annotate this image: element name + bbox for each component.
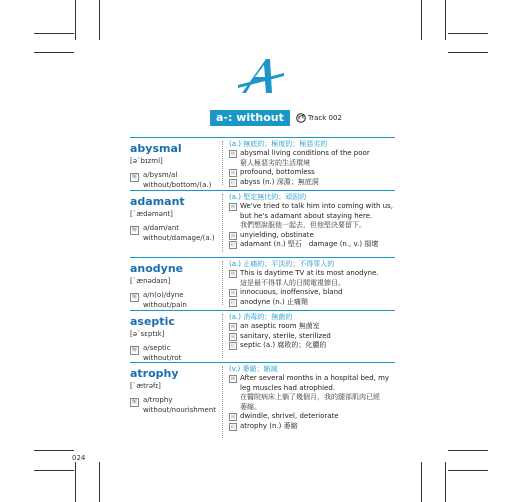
pronunciation: [əˋsɛptɪk] <box>130 330 165 338</box>
derivative-icon: 衍 <box>231 179 235 185</box>
entry-zh-line <box>229 403 395 413</box>
part-of-speech-definition: (a.) 堅定無比的；頑固的 <box>229 193 307 201</box>
crop-mark <box>34 470 74 471</box>
entry-divider <box>130 310 395 311</box>
column-separator <box>222 141 223 185</box>
entry-line-text: leg muscles had atrophied. <box>240 383 336 392</box>
entry-line-text: After several months in a hospital bed, my <box>240 374 390 382</box>
entry-line-text: 窮人極惡劣的生活環境 <box>240 158 310 167</box>
audio-track-icon <box>296 113 306 123</box>
synonym-icon: 同 <box>231 170 235 175</box>
word-parse-line: without/bottom/(a.) <box>143 181 212 189</box>
headword: atrophy <box>130 367 179 380</box>
entry-line-text: 我們想說服他一起去，但他堅決要留下。 <box>240 221 366 229</box>
entry-line-text: profound, bottomless <box>240 168 315 176</box>
entry-line-text: We've tried to talk him into coming with us, <box>240 202 393 210</box>
example-icon: 例 <box>231 376 235 381</box>
entry-rel-line <box>229 422 395 432</box>
pronunciation: [ˋænədaɪn] <box>130 277 171 285</box>
entry-zh-line <box>229 393 395 403</box>
crop-mark <box>99 462 100 502</box>
entry-ex-line <box>229 374 395 384</box>
synonym-icon: 同 <box>231 290 235 295</box>
entry-line-text: 這是最不得罪人的日間電視節目。 <box>240 278 345 287</box>
entry-ex-line <box>229 322 395 332</box>
entry-definition-block <box>229 259 395 307</box>
word-parse-icon: 解 <box>131 294 137 300</box>
crop-mark <box>34 450 74 451</box>
entry-zh-line <box>229 159 395 169</box>
entry-line-text: but he's adamant about staying here. <box>240 211 373 220</box>
crop-mark <box>445 462 446 502</box>
word-parse-icon: 解 <box>131 347 137 353</box>
crop-mark <box>75 0 76 40</box>
entry-line-text: 在醫院病床上躺了幾個月，我的腿部肌肉已經 <box>240 393 380 401</box>
entry-zh-line <box>229 279 395 289</box>
synonym-icon: 同 <box>231 414 235 419</box>
derivative-icon: 衍 <box>231 343 235 348</box>
part-of-speech-definition: (v.) 萎縮；縮減 <box>229 365 278 373</box>
entry-line-text: innocuous, inoffensive, bland <box>240 288 343 296</box>
pronunciation: [ˋætrəfɪ] <box>130 382 161 390</box>
entry-definition-block <box>229 312 395 351</box>
word-parse-line: a/bysm/al <box>143 171 178 179</box>
headword: abysmal <box>130 142 182 155</box>
entry-definition-block <box>229 139 395 187</box>
pronunciation: [ˋædəmənt] <box>130 210 173 218</box>
word-parse-line: without/rot <box>143 354 182 362</box>
entry-line-text: This is daytime TV at its most anodyne. <box>240 269 379 277</box>
crop-mark <box>448 470 488 471</box>
section-title: a-: without <box>210 110 290 126</box>
dictionary-entry <box>130 362 395 442</box>
entry-definition-block <box>229 364 395 431</box>
example-icon: 例 <box>231 271 235 276</box>
part-of-speech-definition: (a.) 消毒的；無菌的 <box>229 313 293 321</box>
entry-line-text: abyss (n.) 深淵；無底洞 <box>240 177 319 186</box>
crop-mark <box>448 450 488 451</box>
entry-rel-line <box>229 341 395 351</box>
entry-definition-block <box>229 192 395 250</box>
derivative-icon: 衍 <box>231 299 235 305</box>
entry-line-text: anodyne (n.) 止痛劑 <box>240 297 308 306</box>
entry-line-text: sanitary, sterile, sterilized <box>240 331 331 340</box>
word-parse-line: without/nourishment <box>143 406 217 414</box>
entry-line-text: abysmal living conditions of the poor <box>240 149 370 157</box>
crop-mark <box>421 462 422 502</box>
headword: adamant <box>130 195 185 208</box>
entry-line-text: 萎縮。 <box>240 402 261 411</box>
derivative-icon: 衍 <box>231 423 235 429</box>
entry-syn-line <box>229 231 395 241</box>
entry-rel-line <box>229 240 395 250</box>
crop-mark <box>34 52 74 53</box>
word-parse-icon: 解 <box>131 227 137 233</box>
entry-divider <box>130 190 395 191</box>
entry-divider <box>130 257 395 258</box>
word-parse-icon: 解 <box>131 174 137 180</box>
crop-mark <box>445 0 446 40</box>
entry-line-text: unyielding, obstinate <box>240 230 314 239</box>
entry-rel-line <box>229 178 395 188</box>
entry-syn-line <box>229 332 395 342</box>
entry-line-text: atrophy (n.) 萎縮 <box>240 421 298 430</box>
entry-line-text: septic (a.) 腐敗的；化膿的 <box>240 341 327 349</box>
crop-mark <box>75 462 76 502</box>
entry-divider <box>130 137 395 138</box>
part-of-speech-definition: (a.) 止痛的；平淡的；不得罪人的 <box>229 260 335 268</box>
entry-line-text: adamant (n.) 堅石 damage (n., v.) 損壞 <box>240 240 379 248</box>
example-icon: 例 <box>231 204 235 209</box>
entry-syn-line <box>229 412 395 422</box>
crop-mark <box>421 0 422 40</box>
page-number: 024 <box>72 454 86 462</box>
crop-mark <box>99 0 100 40</box>
dictionary-entry <box>130 310 395 362</box>
chapter-letter-logo <box>236 55 286 95</box>
dictionary-entry <box>130 257 395 309</box>
entry-line-text: an aseptic room 無菌室 <box>240 322 320 330</box>
part-of-speech-definition: (a.) 無底的；極度的；極惡劣的 <box>229 140 328 148</box>
word-parse-line: a/dam/ant <box>143 224 180 232</box>
word-parse-line: without/pain <box>143 301 187 309</box>
crop-mark <box>448 33 488 34</box>
entry-ex2-line <box>229 212 395 222</box>
derivative-icon: 衍 <box>231 242 235 247</box>
section-banner <box>210 110 510 126</box>
word-parse-line: a/n(o)/dyne <box>143 291 184 299</box>
entry-zh-line <box>229 221 395 231</box>
dictionary-entry <box>130 190 395 256</box>
dictionary-entry <box>130 137 395 189</box>
entry-line-text: dwindle, shrivel, deteriorate <box>240 412 339 420</box>
entry-syn-line <box>229 168 395 178</box>
synonym-icon: 同 <box>231 333 235 339</box>
entry-ex-line <box>229 149 395 159</box>
crop-mark <box>34 33 74 34</box>
entry-ex2-line <box>229 384 395 394</box>
example-icon: 例 <box>231 324 235 329</box>
entry-divider <box>130 362 395 363</box>
track-label: Track 002 <box>308 114 342 122</box>
entry-ex-line <box>229 202 395 212</box>
pronunciation: [əˋbɪzml] <box>130 157 163 165</box>
word-parse-line: a/trophy <box>143 396 173 404</box>
entry-rel-line <box>229 298 395 308</box>
synonym-icon: 同 <box>231 232 235 238</box>
example-icon: 例 <box>231 151 235 156</box>
headword: anodyne <box>130 262 184 275</box>
word-parse-line: without/damage/(a.) <box>143 234 215 242</box>
column-separator <box>222 314 223 358</box>
crop-mark <box>448 52 488 53</box>
headword: aseptic <box>130 315 175 328</box>
word-parse-icon: 解 <box>131 399 137 405</box>
column-separator <box>222 194 223 252</box>
column-separator <box>222 366 223 438</box>
entry-syn-line <box>229 288 395 298</box>
entry-ex-line <box>229 269 395 279</box>
column-separator <box>222 261 223 305</box>
word-parse-line: a/septic <box>143 344 171 352</box>
